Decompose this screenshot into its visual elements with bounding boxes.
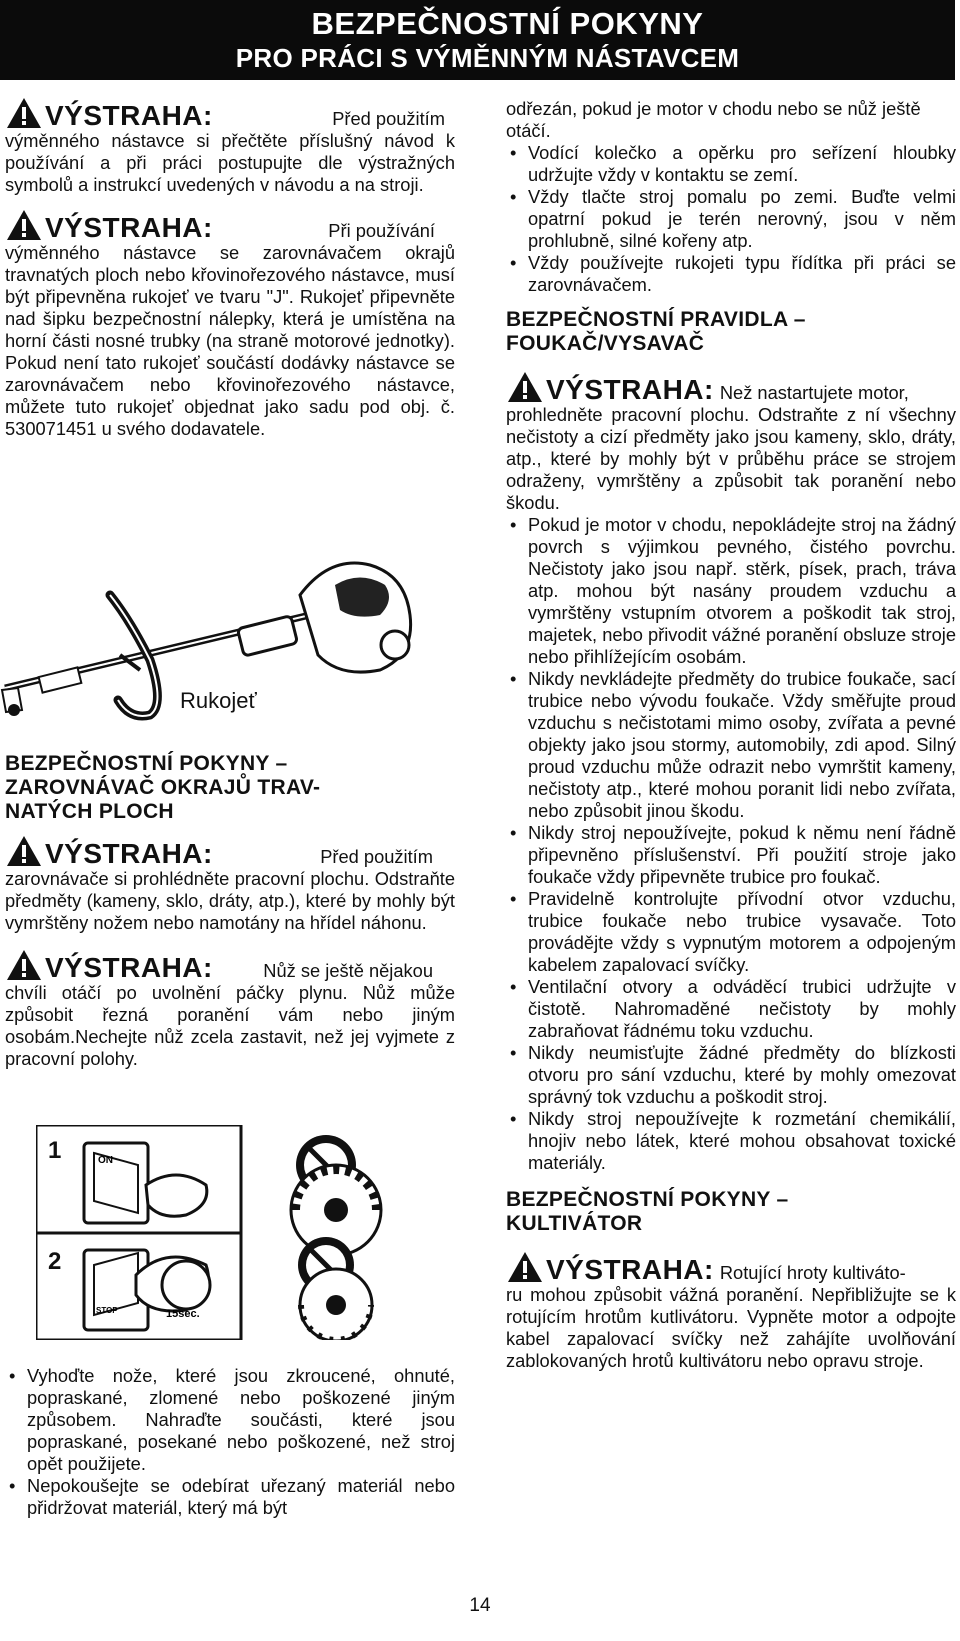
warning-block <box>506 1250 956 1372</box>
warning-text: chvíli otáčí po uvolnění páčky plynu. Nůž může způsobit řezná poranění vám nebo jiným osobám.Nechejte nůž zcela zastavit, než jej vyjmete z pracovní polohy. <box>5 982 455 1069</box>
warning-block <box>5 834 455 934</box>
trimmer-bullet-list-cont <box>506 142 956 296</box>
warning-label: VÝSTRAHA: <box>45 952 213 983</box>
warning-label: VÝSTRAHA: <box>546 1254 714 1285</box>
warning-text: ru mohou způsobit vážná poranění. Nepřibližujte se k rotujícím hrotům kutlivátoru. Vypněte motor a odpojte kabel zapalovací svíčky než zahájíte uvolňování zablokovaných hrotů kultivátoru nebo opravu stroje. <box>506 1284 956 1371</box>
warning-lead: Při používání <box>328 220 435 241</box>
warning-triangle-icon <box>5 948 43 982</box>
list-item: • Nikdy nevkládejte předměty do trubice foukače, sací trubice nebo vývodu foukače. Vždy směřujte proud vzduchu s nečistotami mimo osoby, zvířata a pevné objekty jako jsou stormy, automobily, zdi apod. Silný proud vzduchu může odrazit nebo vymrštit kameny, nečistoty atp., které mohou poranit lidi nebo zvířata, nebo způsobit jinou škodu. <box>506 668 956 822</box>
warning-block <box>5 96 455 196</box>
list-item: • Vždy tlačte stroj pomalu po zemi. Buďte velmi opatrní pokud je terén nerovný, jsou v něm prohlubně, silné kořeny atp. <box>506 186 956 252</box>
page-header <box>0 0 955 80</box>
list-item: • Pokud je motor v chodu, nepokládejte stroj na žádný povrch s výjimkou pevného, čistého povrchu. Nečistoty jako jsou např. stěrk, písek, prach, tráva atp. mohou být nasány proudem vzduchu a vymrštěny vstupním otvorem a poškodit tak stroj, majetek, nebo přivodit vážné poranění obsluze stroje nebo přihlížejícím osobám. <box>506 514 956 668</box>
page-number: 14 <box>469 1595 491 1616</box>
trimmer-bullet-list <box>5 1365 455 1519</box>
list-item: • Vždy používejte rukojeti typu řídítka při práci se zarovnávačem. <box>506 252 956 296</box>
section-title-cultivator: BEZPEČNOSTNÍ POKYNY – KULTIVÁTOR <box>506 1188 789 1235</box>
warning-block <box>5 208 455 440</box>
warning-heading <box>506 1250 956 1284</box>
step-number-1: 1 <box>48 1137 62 1164</box>
list-item: • Vodící kolečko a opěrku pro seřízení hloubky udržujte vždy v kontaktu se zemí. <box>506 142 956 186</box>
trimmer-handle-illustration <box>0 560 455 750</box>
list-item: • Ventilační otvory a odváděcí trubici udržujte v čistotě. Nahromaděné nečistoty by mohly zabraňovat řádnému toku vzduchu. <box>506 976 956 1042</box>
left-column-lower <box>5 752 455 1070</box>
warning-triangle-icon <box>506 1250 544 1284</box>
warning-heading <box>506 370 956 404</box>
list-item: • Vyhoďte nože, které jsou zkroucené, ohnuté, popraskané, zlomené nebo poškozené jiným způsobem. Nahraďte součásti, které jsou popraskané, posekané nebo poškozené, než stroj opět použijete. <box>5 1365 455 1475</box>
list-item: • Pravidelně kontrolujte přívodní otvor vzduchu, trubice foukače nebo trubice vysavače. Toto provádějte vždy s vypnutým motorem a odpojeným kabelem zapalovací svíčky. <box>506 888 956 976</box>
section-title-trimmer: BEZPEČNOSTNÍ POKYNY – ZAROVNÁVAČ OKRAJŮ TRAV-NATÝCH PLOCH <box>5 752 321 823</box>
warning-triangle-icon <box>5 208 43 242</box>
time-label: 15sec. <box>166 1308 200 1320</box>
warning-lead: Před použitím <box>332 108 445 129</box>
warning-lead: Rotující hroty kultiváto- <box>719 1262 906 1283</box>
stop-procedure-illustration <box>36 1125 436 1340</box>
warning-label: VÝSTRAHA: <box>45 838 213 869</box>
section-title-blower: BEZPEČNOSTNÍ PRAVIDLA – FOUKAČ/VYSAVAČ <box>506 308 806 355</box>
warning-heading <box>5 208 455 242</box>
warning-lead: Před použitím <box>320 846 433 867</box>
warning-triangle-icon <box>506 370 544 404</box>
list-item: • Nikdy stroj nepoužívejte k rozmetání chemikálií, hnojiv nebo látek, které mohou obsahovat toxické materiály. <box>506 1108 956 1174</box>
warning-text: výměnného nástavce si přečtěte příslušný návod k používání a při práci postupujte dle výstražných symbolů a instrukcí uvedených v návodu a na stroji. <box>5 130 455 195</box>
blower-bullet-list <box>506 514 956 1174</box>
handle-label: Rukojeť <box>180 688 257 713</box>
left-column <box>5 96 455 440</box>
warning-lead: Nůž se ještě nějakou <box>263 960 433 981</box>
right-column <box>506 98 956 1372</box>
warning-text: výměnného nástavce se zarovnávačem okrajů travnatých ploch nebo křovinořezového nástavce, musí být připevněna rukojeť ve tvaru "J". Rukojeť připevněte nad šipku bezpečnostní nálepky, která je umístěna na horní části nosné trubky (na straně motorové jednotky). Pokud není tato rukojeť součástí dodávky nástavce se zarovnávačem nebo křovinořezového nástavce, můžete tuto rukojeť objednat jako sadu pod obj. č. 530071451 u svého dodavatele. <box>5 242 455 439</box>
continued-text: odřezán, pokud je motor v chodu nebo se nůž ještě otáčí. <box>506 98 921 141</box>
warning-triangle-icon <box>5 96 43 130</box>
warning-heading <box>5 96 455 130</box>
left-column-bottom <box>5 1365 455 1519</box>
warning-lead: Než nastartujete motor, <box>719 382 909 403</box>
warning-block <box>5 948 455 1070</box>
warning-label: VÝSTRAHA: <box>546 374 714 405</box>
list-item: • Nikdy stroj nepoužívejte, pokud k němu není řádně připevněno příslušenství. Při použití stroje jako foukače vždy připevněte trubice pro foukač. <box>506 822 956 888</box>
step-number-2: 2 <box>48 1248 62 1275</box>
warning-text: prohledněte pracovní plochu. Odstraňte z ní všechny nečistoty a cizí předměty jako jsou kameny, sklo, dráty, atp., které by mohly být v průběhu práce se strojem odraženy, vymrštěny a způsobit tak poranění nebo škodu. <box>506 404 956 513</box>
list-item: • Nikdy neumisťujte žádné předměty do blízkosti otvoru pro sání vzduchu, které by mohly omezovat správný tok vzduchu a poškodit stroj. <box>506 1042 956 1108</box>
warning-block <box>506 370 956 514</box>
warning-triangle-icon <box>5 834 43 868</box>
page-subtitle: PRO PRÁCI S VÝMĚNNÝM NÁSTAVCEM <box>235 43 740 73</box>
warning-label: VÝSTRAHA: <box>45 212 213 243</box>
warning-text: zarovnávače si prohlédněte pracovní plochu. Odstraňte předměty (kameny, sklo, dráty, atp.), které by mohly být vymrštěny nožem nebo namotány na hřídel náhonu. <box>5 868 455 933</box>
warning-heading <box>5 834 455 868</box>
warning-label: VÝSTRAHA: <box>45 100 213 131</box>
list-item: • Nepokoušejte se odebírat uřezaný materiál nebo přidržovat materiál, který má být <box>5 1475 455 1519</box>
stop-label: STOP <box>96 1306 118 1315</box>
on-label: ON <box>98 1155 113 1166</box>
warning-heading <box>5 948 455 982</box>
page-title: BEZPEČNOSTNÍ POKYNY <box>311 6 704 41</box>
